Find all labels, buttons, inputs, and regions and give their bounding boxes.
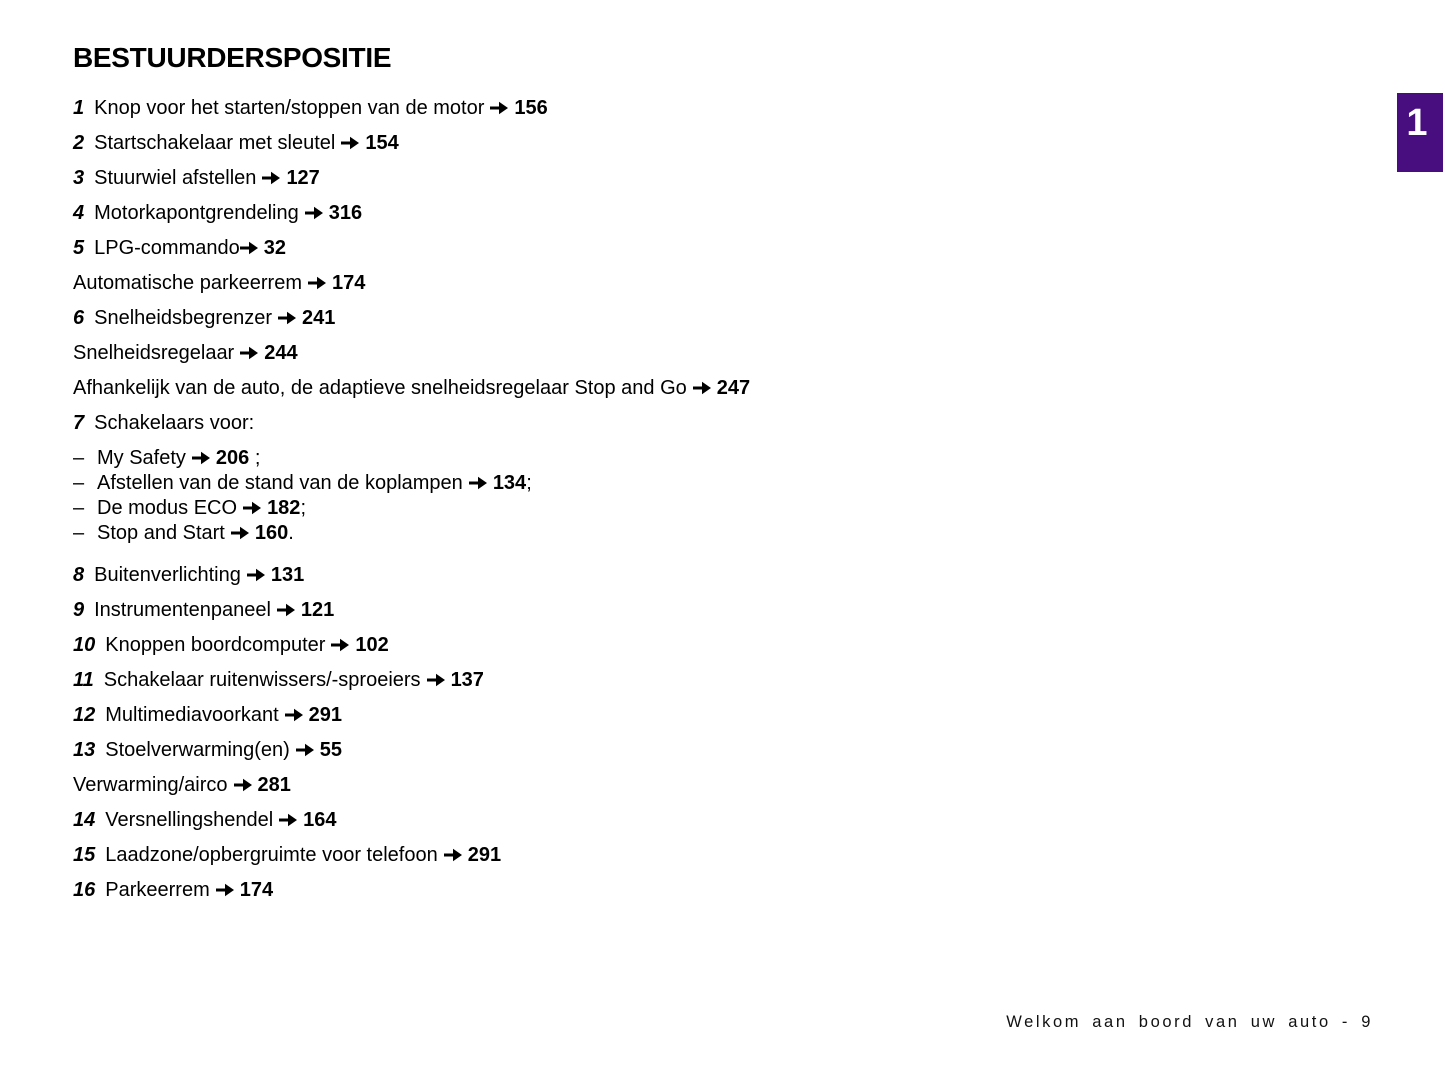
list-item xyxy=(73,237,1325,259)
arrow-right-icon xyxy=(231,526,249,540)
arrow-right-icon xyxy=(308,276,326,290)
item-number: 2 xyxy=(73,132,85,154)
arrow-right-icon xyxy=(279,813,297,827)
page-reference: 102 xyxy=(355,634,389,656)
item-suffix: ; xyxy=(526,472,532,494)
list-item xyxy=(73,599,1325,621)
item-number: 15 xyxy=(73,844,96,866)
page-reference: 182 xyxy=(267,497,301,519)
page-reference: 206 xyxy=(215,447,250,469)
item-number: 8 xyxy=(73,564,85,586)
page-reference: 131 xyxy=(270,564,305,586)
item-text: Buitenverlichting xyxy=(94,564,241,586)
item-text: Afhankelijk van de auto, de adaptieve snelheidsregelaar Stop and Go xyxy=(73,377,687,399)
arrow-right-icon xyxy=(331,638,349,652)
page-reference: 121 xyxy=(300,599,335,621)
list-item xyxy=(73,564,1325,586)
arrow-right-icon xyxy=(490,101,508,115)
list-item xyxy=(73,472,1325,494)
item-text: Parkeerrem xyxy=(105,879,210,901)
dash-bullet: – xyxy=(73,472,85,494)
page-reference: 291 xyxy=(308,704,343,726)
arrow-right-icon xyxy=(262,171,280,185)
item-text: Multimediavoorkant xyxy=(105,704,279,726)
item-list xyxy=(73,97,1325,901)
list-item xyxy=(73,97,1325,119)
page-reference: 156 xyxy=(514,97,548,119)
list-item xyxy=(73,307,1325,329)
item-number: 10 xyxy=(73,634,96,656)
item-text: Startschakelaar met sleutel xyxy=(94,132,336,154)
item-text: Verwarming/airco xyxy=(73,774,228,796)
item-text: Knoppen boordcomputer xyxy=(105,634,326,656)
item-text: Stop and Start xyxy=(97,522,225,544)
arrow-right-icon xyxy=(192,451,210,465)
list-item xyxy=(73,774,1325,796)
item-number: 12 xyxy=(73,704,96,726)
item-suffix: . xyxy=(288,522,294,544)
item-text: Schakelaar ruitenwissers/-sproeiers xyxy=(103,669,421,691)
item-text: My Safety xyxy=(97,447,186,469)
page-reference: 247 xyxy=(716,377,751,399)
item-number: 6 xyxy=(73,307,85,329)
item-text: Snelheidsbegrenzer xyxy=(94,307,273,329)
item-number: 14 xyxy=(73,809,96,831)
item-number: 9 xyxy=(73,599,85,621)
list-item xyxy=(73,634,1325,656)
item-number: 3 xyxy=(73,167,85,189)
chapter-tab-number: 1 xyxy=(1406,102,1428,144)
arrow-right-icon xyxy=(243,501,261,515)
page-reference: 154 xyxy=(365,132,399,154)
arrow-right-icon xyxy=(277,603,295,617)
list-item xyxy=(73,522,1325,544)
footer-page-label: Welkom aan boord van uw auto - 9 xyxy=(1006,1013,1373,1031)
arrow-right-icon xyxy=(427,673,445,687)
list-item xyxy=(73,704,1325,726)
arrow-right-icon xyxy=(240,346,258,360)
list-item xyxy=(73,202,1325,224)
page-reference: 281 xyxy=(257,774,291,796)
item-text: LPG-commando xyxy=(94,237,240,259)
list-item xyxy=(73,272,1325,294)
item-text: Snelheidsregelaar xyxy=(73,342,235,364)
item-suffix: ; xyxy=(300,497,306,519)
item-text: Instrumentenpaneel xyxy=(94,599,271,621)
item-suffix: ; xyxy=(249,447,261,469)
item-text: Automatische parkeerrem xyxy=(73,272,302,294)
item-text: Motorkapontgrendeling xyxy=(94,202,299,224)
list-item xyxy=(73,809,1325,831)
list-item xyxy=(73,412,1325,434)
item-text: Laadzone/opbergruimte voor telefoon xyxy=(105,844,438,866)
list-item xyxy=(73,844,1325,866)
item-number: 11 xyxy=(73,669,94,691)
list-item xyxy=(73,342,1325,364)
list-item xyxy=(73,669,1325,691)
item-number: 5 xyxy=(73,237,85,259)
item-text: Knop voor het starten/stoppen van de motor xyxy=(94,97,485,119)
page-title: BESTUURDERSPOSITIE xyxy=(73,42,392,73)
page-reference: 127 xyxy=(286,167,320,189)
list-item xyxy=(73,497,1325,519)
item-text: Afstellen van de stand van de koplampen xyxy=(97,472,463,494)
arrow-right-icon xyxy=(247,568,265,582)
list-item xyxy=(73,377,1325,399)
page-reference: 174 xyxy=(331,272,366,294)
arrow-right-icon xyxy=(296,743,314,757)
list-item xyxy=(73,132,1325,154)
item-text: De modus ECO xyxy=(97,497,238,519)
page-reference: 164 xyxy=(303,809,337,831)
page-reference: 160 xyxy=(254,522,289,544)
dash-bullet: – xyxy=(73,497,85,519)
item-text: Stuurwiel afstellen xyxy=(94,167,257,189)
arrow-right-icon xyxy=(469,476,487,490)
page-content xyxy=(73,42,1325,914)
item-number: 4 xyxy=(73,202,85,224)
item-number: 7 xyxy=(73,412,85,434)
item-number: 1 xyxy=(73,97,85,119)
arrow-right-icon xyxy=(305,206,323,220)
list-item xyxy=(73,167,1325,189)
list-item xyxy=(73,879,1325,901)
page-reference: 137 xyxy=(450,669,484,691)
item-text: Stoelverwarming(en) xyxy=(105,739,290,761)
chapter-tab xyxy=(1397,93,1443,172)
page-reference: 244 xyxy=(264,342,298,364)
list-item xyxy=(73,447,1325,469)
arrow-right-icon xyxy=(341,136,359,150)
page-reference: 291 xyxy=(467,844,502,866)
arrow-right-icon xyxy=(216,883,234,897)
arrow-right-icon xyxy=(240,241,258,255)
page-reference: 241 xyxy=(302,307,336,329)
item-number: 13 xyxy=(73,739,96,761)
page-reference: 32 xyxy=(263,237,286,259)
arrow-right-icon xyxy=(278,311,296,325)
list-item xyxy=(73,739,1325,761)
arrow-right-icon xyxy=(444,848,462,862)
page-reference: 55 xyxy=(319,739,343,761)
arrow-right-icon xyxy=(285,708,303,722)
item-number: 16 xyxy=(73,879,96,901)
page-reference: 134 xyxy=(492,472,527,494)
dash-bullet: – xyxy=(73,447,85,469)
page-reference: 174 xyxy=(239,879,274,901)
arrow-right-icon xyxy=(693,381,711,395)
item-text: Schakelaars voor: xyxy=(94,412,255,434)
item-text: Versnellingshendel xyxy=(105,809,274,831)
dash-bullet: – xyxy=(73,522,85,544)
page-reference: 316 xyxy=(328,202,363,224)
arrow-right-icon xyxy=(234,778,252,792)
